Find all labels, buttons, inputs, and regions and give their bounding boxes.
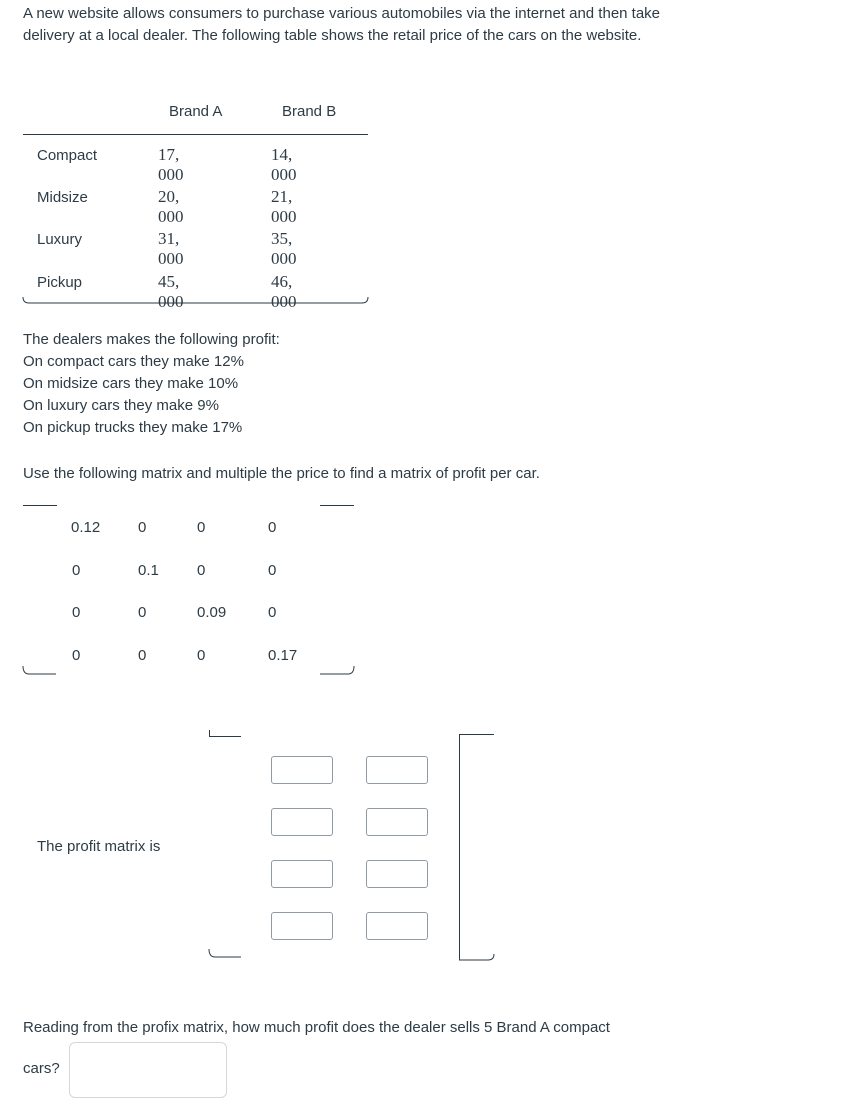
- matrix-cell: 0: [138, 604, 147, 621]
- answer-input[interactable]: [366, 756, 428, 784]
- matrix-cell: 0: [72, 604, 81, 621]
- final-question-continuation: cars?: [23, 1060, 60, 1077]
- profit-rates-text: [23, 329, 713, 439]
- profit-text-line: On pickup trucks they make 17%: [23, 419, 243, 436]
- matrix-cell: 0.1: [138, 562, 159, 579]
- matrix-bracket-bottom-left: [22, 665, 62, 679]
- answer-input[interactable]: [366, 912, 428, 940]
- answer-bracket-top-left: [209, 736, 241, 737]
- matrix-cell: 0: [268, 604, 277, 621]
- answer-input[interactable]: [271, 912, 333, 940]
- matrix-cell: 0: [268, 562, 277, 579]
- price-compact-brand-a: 17, 000: [158, 145, 184, 184]
- matrix-cell: 0: [268, 519, 277, 536]
- matrix-cell: 0: [138, 647, 147, 664]
- price-luxury-brand-b: 35, 000: [271, 229, 297, 268]
- profit-answer-input[interactable]: [69, 1042, 227, 1098]
- profit-text-line: On midsize cars they make 10%: [23, 375, 239, 392]
- row-label-luxury: Luxury: [37, 231, 83, 248]
- table-header-brand-b: Brand B: [282, 103, 337, 120]
- answer-input[interactable]: [366, 808, 428, 836]
- intro-paragraph: A new website allows consumers to purchase various automobiles via the internet and then take delivery at a local dealer. The following table shows the retail price of the cars on the website.: [23, 5, 661, 44]
- profit-text-line: On luxury cars they make 9%: [23, 397, 219, 414]
- matrix-cell: 0: [197, 562, 206, 579]
- final-question-text: Reading from the profix matrix, how much profit does the dealer sells 5 Brand A compact: [23, 1019, 610, 1036]
- answer-bracket-side: [459, 734, 460, 960]
- matrix-bracket-top-right: [320, 505, 354, 506]
- matrix-cell: 0: [138, 519, 147, 536]
- matrix-cell: 0: [72, 647, 81, 664]
- matrix-instruction: Use the following matrix and multiple the price to find a matrix of profit per car.: [23, 465, 540, 482]
- matrix-cell: 0.12: [71, 519, 101, 536]
- row-label-compact: Compact: [37, 147, 98, 164]
- price-midsize-brand-a: 20, 000: [158, 187, 184, 226]
- matrix-cell: 0: [72, 562, 81, 579]
- table-bottom-bracket: [22, 296, 372, 308]
- matrix-bracket-bottom-right: [318, 665, 358, 679]
- price-table: [0, 0, 841, 320]
- profit-matrix-label: The profit matrix is: [37, 838, 161, 855]
- answer-bracket-bottom-right: [458, 950, 498, 964]
- profit-rate-matrix: [0, 495, 400, 695]
- row-label-pickup: Pickup: [37, 274, 83, 291]
- price-midsize-brand-b: 21, 000: [271, 187, 297, 226]
- answer-input[interactable]: [271, 756, 333, 784]
- answer-bracket-top-right: [459, 734, 494, 735]
- matrix-cell: 0: [197, 519, 206, 536]
- price-luxury-brand-a: 31, 000: [158, 229, 184, 268]
- table-header-rule: [23, 134, 368, 135]
- price-compact-brand-b: 14, 000: [271, 145, 297, 184]
- price-pickup-brand-b: 46, 000: [271, 272, 297, 311]
- answer-input[interactable]: [271, 860, 333, 888]
- profit-text-line: On compact cars they make 12%: [23, 353, 244, 370]
- profit-text-line: The dealers makes the following profit:: [23, 331, 280, 348]
- matrix-bracket-top-left: [23, 505, 57, 506]
- matrix-cell: 0.17: [268, 647, 298, 664]
- price-pickup-brand-a: 45, 000: [158, 272, 184, 311]
- row-label-midsize: Midsize: [37, 189, 88, 206]
- table-header-brand-a: Brand A: [169, 103, 223, 120]
- answer-input[interactable]: [366, 860, 428, 888]
- answer-input[interactable]: [271, 808, 333, 836]
- matrix-cell: 0: [197, 647, 206, 664]
- profit-answer-matrix[interactable]: [0, 720, 520, 970]
- answer-bracket-tick: [209, 730, 210, 737]
- answer-bracket-bottom-left: [208, 948, 248, 962]
- matrix-cell: 0.09: [197, 604, 227, 621]
